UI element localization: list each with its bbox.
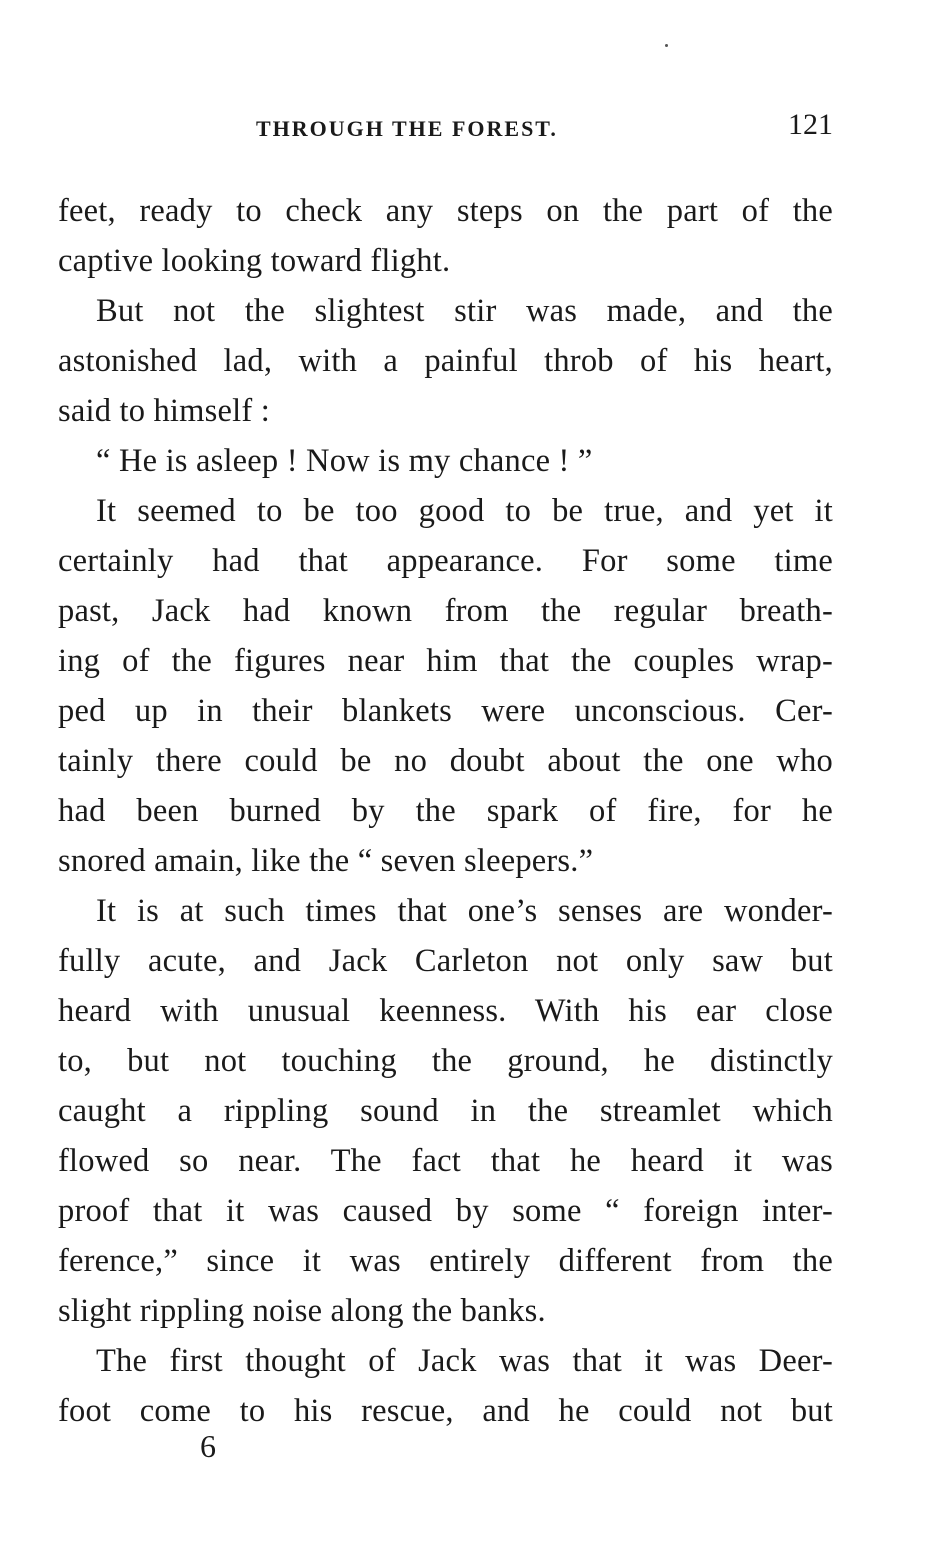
text-line: ing of the figures near him that the couples wrap- [58, 643, 833, 679]
text-line: foot come to his rescue, and he could not but [58, 1393, 833, 1429]
page-header [58, 108, 833, 148]
text-line: feet, ready to check any steps on the part of the [58, 193, 833, 229]
text-line: heard with unusual keenness. With his ear close [58, 993, 833, 1029]
text-line: proof that it was caused by some “ foreign inter- [58, 1193, 833, 1229]
text-line: The first thought of Jack was that it was Deer- [96, 1343, 833, 1379]
text-line: past, Jack had known from the regular breath- [58, 593, 833, 629]
text-line: tainly there could be no doubt about the one who [58, 743, 833, 779]
text-line: It is at such times that one’s senses are wonder- [96, 893, 833, 929]
text-line: captive looking toward flight. [58, 243, 451, 279]
text-line: fully acute, and Jack Carleton not only saw but [58, 943, 833, 979]
text-line: to, but not touching the ground, he distinctly [58, 1043, 833, 1079]
page-number: 121 [788, 108, 833, 141]
body-text [58, 186, 833, 1436]
text-line: flowed so near. The fact that he heard it was [58, 1143, 833, 1179]
text-line: certainly had that appearance. For some time [58, 543, 833, 579]
text-line: slight rippling noise along the banks. [58, 1293, 546, 1329]
running-head: THROUGH THE FOREST. [256, 116, 558, 141]
text-line: had been burned by the spark of fire, for he [58, 793, 833, 829]
page-speck [665, 44, 668, 47]
text-line: But not the slightest stir was made, and the [96, 293, 833, 329]
text-line: It seemed to be too good to be true, and yet it [96, 493, 833, 529]
text-line: caught a rippling sound in the streamlet which [58, 1093, 833, 1129]
text-line: said to himself : [58, 393, 270, 429]
text-line: astonished lad, with a painful throb of his heart, [58, 343, 833, 379]
text-line: ference,” since it was entirely different from the [58, 1243, 833, 1279]
signature-mark: 6 [200, 1428, 216, 1464]
text-line: “ He is asleep ! Now is my chance ! ” [96, 443, 593, 479]
text-line: ped up in their blankets were unconscious. Cer- [58, 693, 833, 729]
text-line: snored amain, like the “ seven sleepers.” [58, 843, 594, 879]
